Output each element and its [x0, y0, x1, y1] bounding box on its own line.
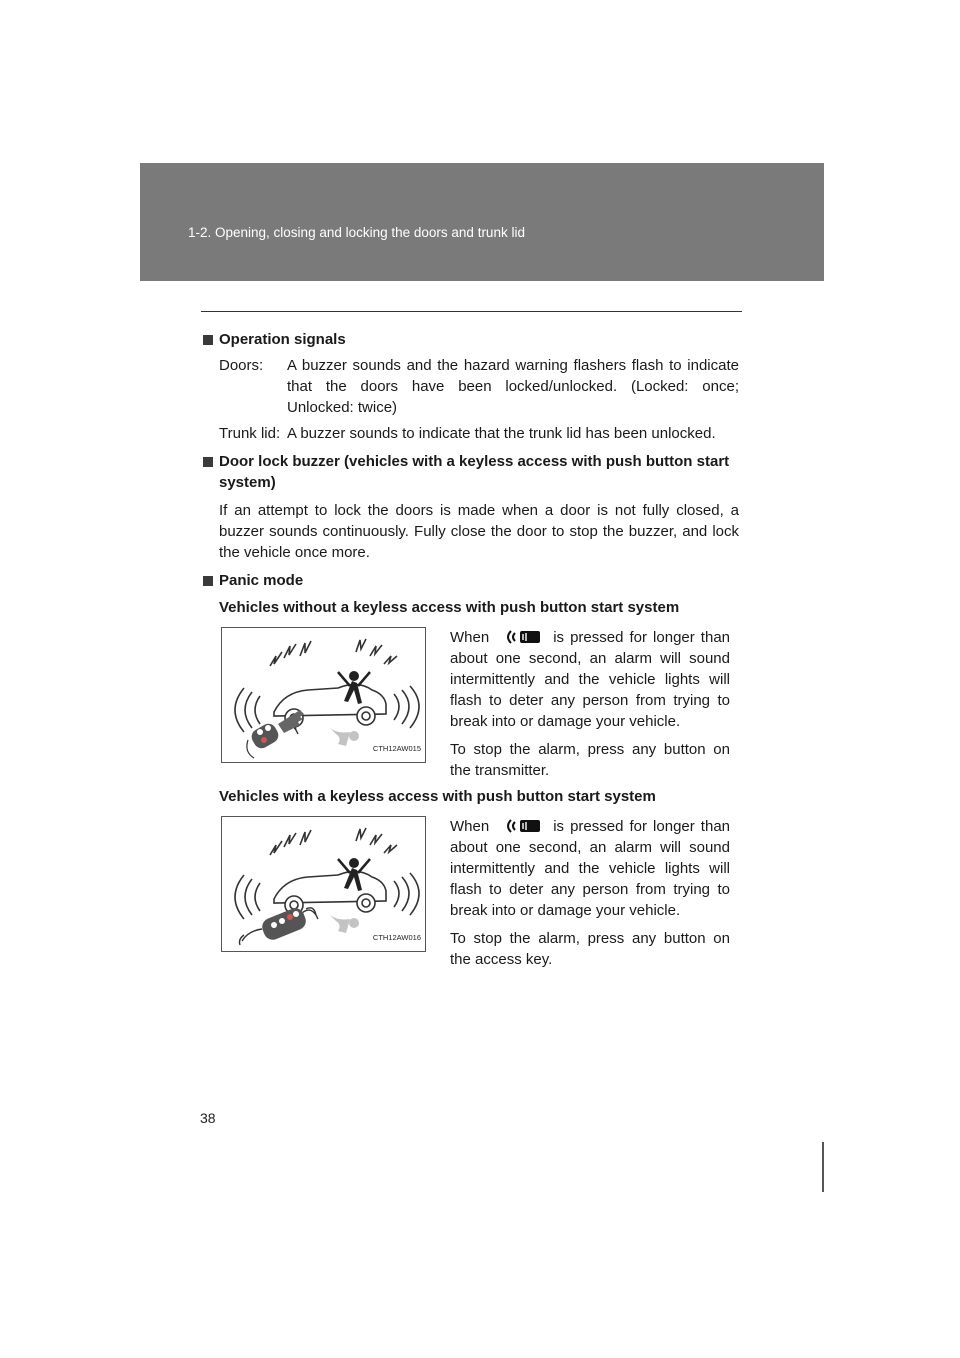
corner-mark: [822, 163, 824, 187]
section-title: Door lock buzzer (vehicles with a keyless access with push button start system): [219, 453, 730, 491]
panic-row-without: [219, 627, 739, 781]
chapter-title: 1-2. Opening, closing and locking the doors and trunk lid: [188, 225, 525, 240]
page-content: [219, 329, 739, 970]
header-rule: [201, 311, 742, 312]
panic-stop-instruction: To stop the alarm, press any button on the transmitter.: [450, 741, 730, 779]
bullet-square-icon: [203, 576, 213, 586]
subheading: Vehicles without a keyless access with push button start system: [219, 599, 680, 616]
panic-text-without: [450, 627, 730, 781]
bullet-square-icon: [203, 457, 213, 467]
definition-text: A buzzer sounds and the hazard warning flashers flash to indicate that the doors have been locked/unlocked. (Locked: once; Unlocked: twice): [287, 357, 739, 416]
chapter-header: [140, 163, 824, 281]
when-word: When: [450, 818, 490, 835]
figure-code: CTH12AW016: [372, 933, 421, 942]
section-operation-signals: [203, 329, 739, 350]
definition-term: Doors:: [219, 357, 264, 374]
definition-row: [219, 355, 739, 418]
section-title: Panic mode: [219, 572, 304, 589]
bullet-square-icon: [203, 335, 213, 345]
panic-stop-instruction: To stop the alarm, press any button on the access key.: [450, 930, 730, 968]
panic-text-with: [450, 816, 730, 970]
paragraph: If an attempt to lock the doors is made when a door is not fully closed, a buzzer sounds continuously. Fully close the door to stop the buzzer, and lock the vehicle once more.: [219, 502, 739, 561]
panic-row-with: [219, 816, 739, 970]
section-panic-mode: [203, 570, 739, 591]
figure-code: CTH12AW015: [372, 744, 421, 753]
when-word: When: [450, 629, 490, 646]
panic-description: is pressed for longer than about one second, an alarm will sound intermittently and the vehicle lights will flash to deter any person from trying to break into or damage your vehicle.: [450, 629, 730, 730]
corner-mark: [822, 1142, 824, 1192]
illustration-transmitter: [221, 627, 426, 763]
definition-row: [219, 423, 739, 444]
panic-button-icon: [501, 629, 541, 645]
definition-term: Trunk lid:: [219, 425, 281, 442]
section-title: Operation signals: [219, 331, 346, 348]
page-number: 38: [200, 1110, 216, 1126]
subheading: Vehicles with a keyless access with push button start system: [219, 788, 656, 805]
panic-button-icon: [501, 818, 541, 834]
section-door-lock-buzzer: [203, 451, 739, 493]
panic-description: is pressed for longer than about one second, an alarm will sound intermittently and the vehicle lights will flash to deter any person from trying to break into or damage your vehicle.: [450, 818, 730, 919]
illustration-access-key: [221, 816, 426, 952]
definition-text: A buzzer sounds to indicate that the trunk lid has been unlocked.: [287, 425, 716, 442]
